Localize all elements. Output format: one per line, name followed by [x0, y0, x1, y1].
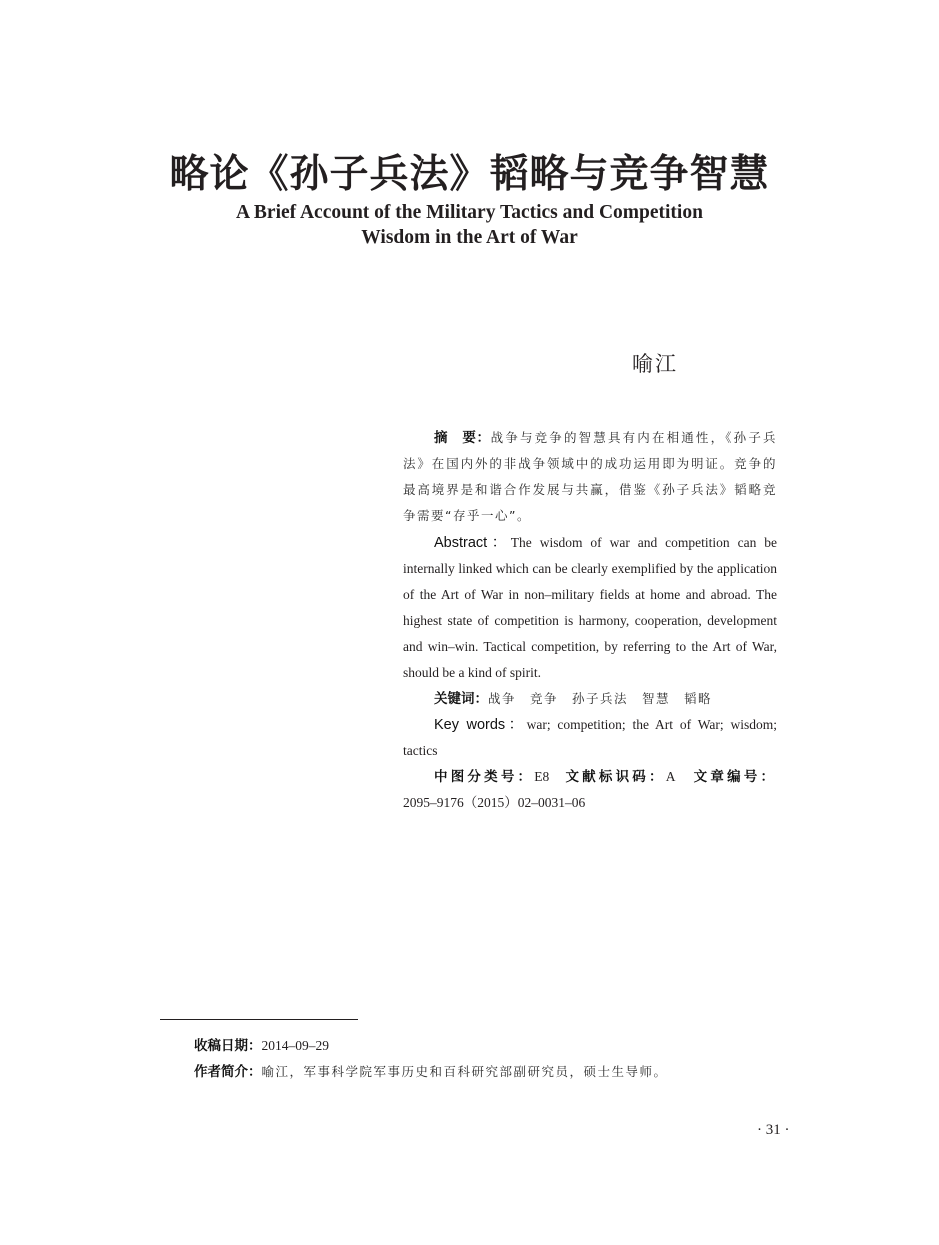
article-number-label: 文章编号： [693, 769, 778, 785]
abstract-zh-label: 摘 要： [434, 430, 491, 446]
footnote-divider [160, 1019, 358, 1020]
doc-code-label: 文献标识码： [565, 769, 666, 785]
page-number: · 31 · [757, 1122, 790, 1138]
received-date [194, 1034, 329, 1054]
keywords-zh-text: 战争 竞争 孙子兵法 智慧 韬略 [488, 691, 713, 706]
abstract-section [403, 425, 777, 816]
abstract-zh-text: 战争与竞争的智慧具有内在相通性，《孙子兵法》在国内外的非战争领域中的成功运用即为明证。竞争的最高境界是和谐合作发展与共赢，借鉴《孙子兵法》韬略竞争需要“存乎一心”。 [403, 430, 777, 523]
clc-value: E8 [534, 769, 550, 784]
bio-value: 喻江，军事科学院军事历史和百科研究部副研究员，硕士生导师。 [261, 1064, 668, 1079]
keywords-en-text: war; competition; the Art of War; wisdom; tactics [403, 717, 777, 758]
doc-code-value: A [665, 769, 676, 784]
title-en-line-2: Wisdom in the Art of War [361, 227, 578, 248]
abstract-en-text: The wisdom of war and competition can be internally linked which can be clearly exemplified by the application of the Art of War in non–military fields at home and abroad. The highest state of competition is harmony, cooperation, development and win–win. Tactical competition, by referring to the Art of War, should be a kind of spirit. [403, 535, 777, 680]
article-number-value: 2095–9176（2015）02–0031–06 [403, 795, 586, 810]
title-en-line-1: A Brief Account of the Military Tactics and Competition [236, 202, 703, 223]
classification-info [403, 764, 777, 816]
keywords-en [403, 712, 777, 764]
received-label: 收稿日期： [194, 1038, 262, 1054]
author-bio [194, 1060, 668, 1080]
keywords-zh [403, 686, 777, 712]
keywords-en-label: Key words： [434, 717, 527, 733]
clc-label: 中图分类号： [434, 769, 535, 785]
received-value: 2014–09–29 [261, 1038, 329, 1053]
author-name: 喻江 [632, 352, 678, 376]
abstract-en-label: Abstract： [434, 535, 511, 551]
article-title-chinese: 略论《孙子兵法》韬略与竞争智慧 [169, 151, 770, 197]
article-title-english [0, 200, 939, 250]
bio-label: 作者简介： [194, 1064, 262, 1080]
abstract-zh [403, 425, 777, 529]
abstract-en [403, 530, 777, 686]
keywords-zh-label: 关键词： [434, 691, 488, 707]
